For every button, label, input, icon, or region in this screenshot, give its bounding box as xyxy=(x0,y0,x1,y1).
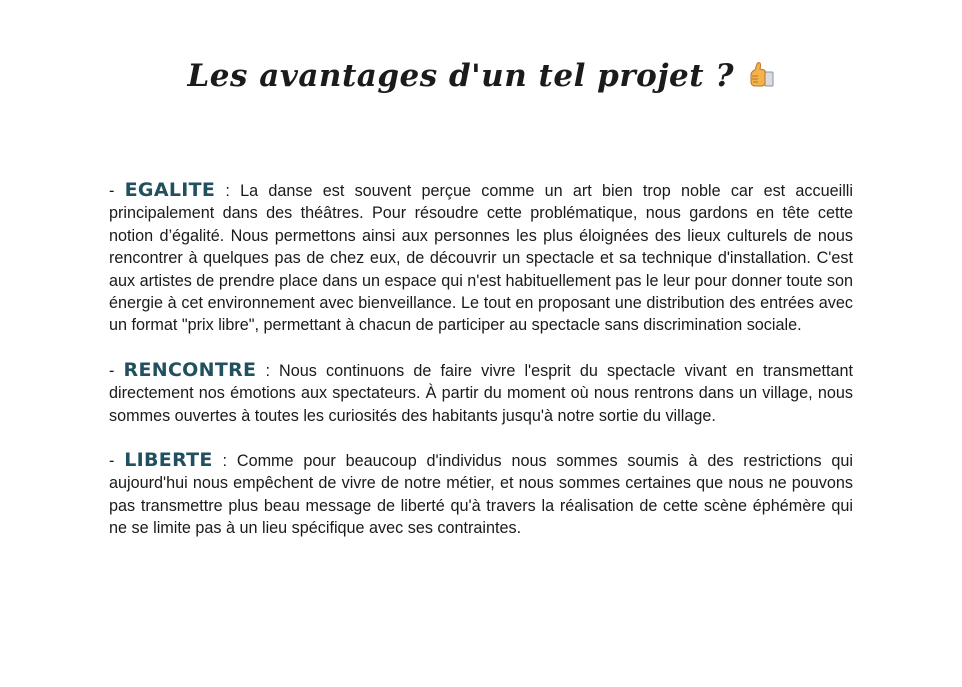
keyword-rencontre: RENCONTRE xyxy=(123,358,257,381)
section-dash: - xyxy=(109,361,124,380)
page-title: Les avantages d'un tel projet ? xyxy=(187,58,735,94)
section-liberte xyxy=(109,449,853,540)
section-rencontre xyxy=(109,359,853,427)
content xyxy=(109,179,853,562)
keyword-liberte: LIBERTE xyxy=(124,449,213,472)
section-text: : Nous continuons de faire vivre l'esprit du spectacle vivant en transmettant directement nos émotions aux spectateurs. À partir du moment où nous rentrons dans un village, nous sommes ouvertes à toutes les curiosités des habitants jusqu'à notre sortie du village. xyxy=(109,361,854,425)
thumbs-up-icon xyxy=(745,61,775,91)
section-text: : La danse est souvent perçue comme un art bien trop noble car est accueilli principalement dans des théâtres. Pour résoudre cette problématique, nous gardons en tête cette notion d’égalité. Nous permettons ainsi aux personnes les plus éloignées des lieux culturels de nous rencontrer à quelques pas de chez eux, de découvrir un spectacle et sa technique d'installation. C'est aux artistes de prendre place dans un espace qui n'est habituellement pas le leur pour donner toute son énergie à cet environnement avec bienveillance. Le tout en proposant une distribution des entrées avec un format "prix libre", permettant à chacun de participer au spectacle sans discrimination sociale. xyxy=(109,182,853,335)
title-row xyxy=(0,58,962,94)
section-text: : Comme pour beaucoup d'individus nous sommes soumis à des restrictions qui aujourd'hui nous empêchent de vivre de notre métier, et nous sommes certaines que nous ne pouvons pas transmettre plus beau message de liberté qu'à travers la réalisation de cette scène éphémère qui ne se limite pas à un lieu spécifique avec ses contraintes. xyxy=(109,452,853,538)
section-dash: - xyxy=(109,452,125,471)
section-egalite xyxy=(109,179,853,337)
keyword-egalite: EGALITE xyxy=(124,179,216,201)
section-dash: - xyxy=(109,182,125,200)
